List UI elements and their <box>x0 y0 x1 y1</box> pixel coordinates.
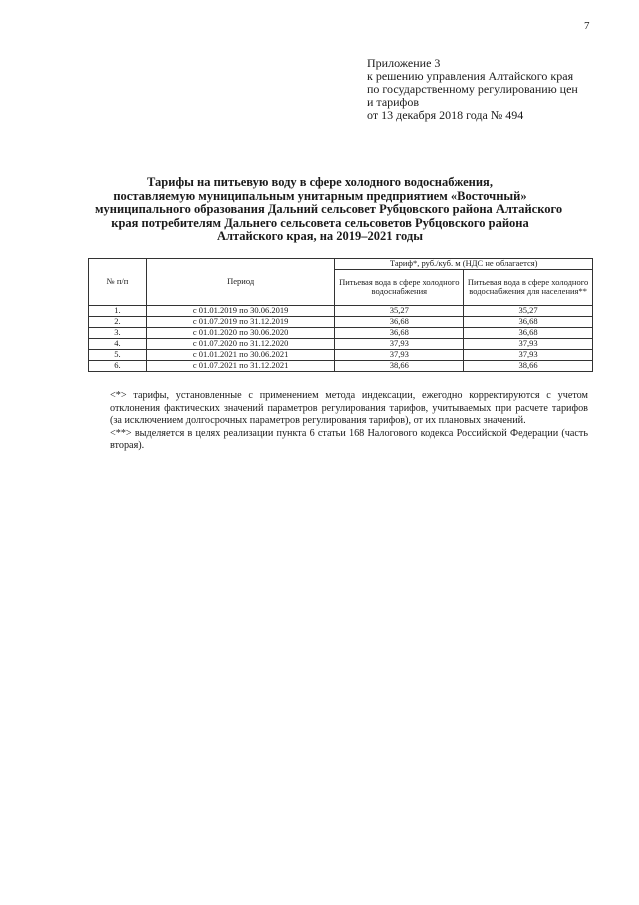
page-number: 7 <box>584 20 590 32</box>
cell-water: 38,66 <box>335 360 464 371</box>
header-period: Период <box>146 259 335 306</box>
tariff-table <box>88 258 593 372</box>
appendix-line: к решению управления Алтайского края <box>367 69 574 83</box>
appendix-line: Приложение 3 <box>367 56 441 70</box>
table-row <box>89 349 593 360</box>
cell-water: 35,27 <box>335 305 464 316</box>
title-line: поставляемую муниципальным унитарным предприятием «Восточный» <box>113 188 527 203</box>
appendix-line: от 13 декабря 2018 года № 494 <box>367 108 524 122</box>
cell-population: 37,93 <box>464 338 593 349</box>
cell-period: с 01.01.2019 по 30.06.2019 <box>146 305 335 316</box>
cell-water: 36,68 <box>335 327 464 338</box>
table-row <box>89 316 593 327</box>
cell-period: с 01.01.2020 по 30.06.2020 <box>146 327 335 338</box>
cell-water: 37,93 <box>335 349 464 360</box>
footnotes <box>110 390 588 453</box>
document-title <box>95 175 563 244</box>
appendix-line: по государственному регулированию цен <box>367 82 578 96</box>
appendix-line: и тарифов <box>367 95 420 109</box>
title-line: Алтайского края, на 2019–2021 годы <box>216 229 424 243</box>
table-row <box>89 305 593 316</box>
title-line: муниципального образования Дальний сельсовет Рубцовского района Алтайского <box>95 202 563 216</box>
cell-population: 36,68 <box>464 327 593 338</box>
title-line: края потребителям Дальнего сельсовета сельсоветов Рубцовского района <box>111 215 529 230</box>
appendix-block <box>367 57 578 122</box>
cell-population: 36,68 <box>464 316 593 327</box>
header-water: Питьевая вода в сфере холодного водоснабжения <box>335 269 464 305</box>
table-row <box>89 327 593 338</box>
footnote-tariffs: <*> тарифы, установленные с применением метода индексации, ежегодно корректируются с учетом отклонения фактических значений параметров регулирования тарифов, учитываемых при расчете тарифов (за исключением долгосрочных параметров регулирования тарифов), от их плановых значений. <box>110 390 588 426</box>
table-row <box>89 360 593 371</box>
cell-num: 6. <box>89 360 147 371</box>
cell-num: 5. <box>89 349 147 360</box>
cell-water: 36,68 <box>335 316 464 327</box>
cell-num: 1. <box>89 305 147 316</box>
cell-period: с 01.07.2021 по 31.12.2021 <box>146 360 335 371</box>
cell-period: с 01.07.2019 по 31.12.2019 <box>146 316 335 327</box>
cell-population: 37,93 <box>464 349 593 360</box>
cell-num: 3. <box>89 327 147 338</box>
header-water-population: Питьевая вода в сфере холодного водоснабжения для населения** <box>464 269 593 305</box>
cell-period: с 01.01.2021 по 30.06.2021 <box>146 349 335 360</box>
title-line: Тарифы на питьевую воду в сфере холодного водоснабжения, <box>147 175 493 189</box>
cell-num: 2. <box>89 316 147 327</box>
footnote-vat: <**> выделяется в целях реализации пункта 6 статьи 168 Налогового кодекса Российской Федерации (часть вторая). <box>110 427 588 451</box>
table-row <box>89 338 593 349</box>
cell-num: 4. <box>89 338 147 349</box>
cell-period: с 01.07.2020 по 31.12.2020 <box>146 338 335 349</box>
header-num: № п/п <box>89 259 147 306</box>
cell-water: 37,93 <box>335 338 464 349</box>
cell-population: 35,27 <box>464 305 593 316</box>
header-tariff-group: Тариф*, руб./куб. м (НДС не облагается) <box>335 259 593 270</box>
cell-population: 38,66 <box>464 360 593 371</box>
